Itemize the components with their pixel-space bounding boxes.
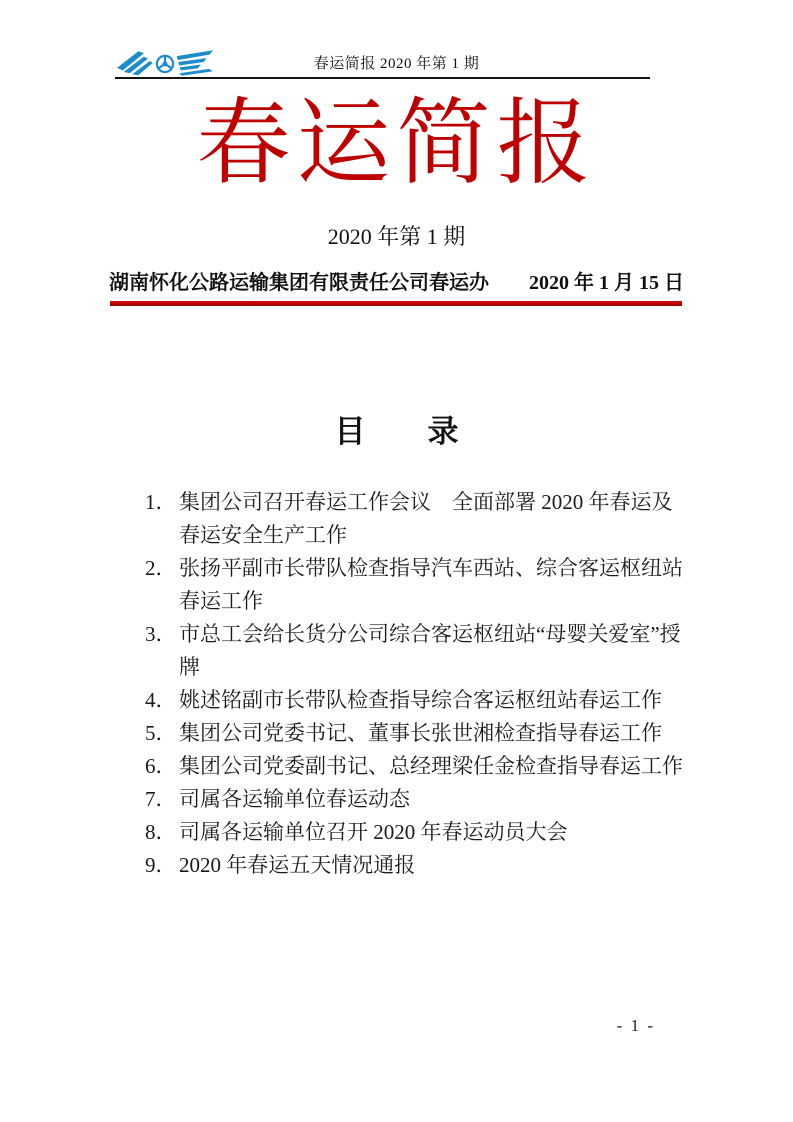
toc-item-text: 司属各运输单位春运动态 [179, 787, 410, 811]
toc-item-number: 5． [145, 721, 177, 745]
toc-item-number: 2． [145, 556, 177, 580]
toc-item [145, 486, 690, 552]
toc-item-text: 张扬平副市长带队检查指导汽车西站、综合客运枢纽站春运工作 [179, 556, 683, 613]
toc-item [145, 552, 690, 618]
toc-title: 目 录 [334, 414, 459, 449]
red-divider-rule [110, 301, 682, 306]
toc-item [145, 618, 690, 684]
toc-item-number: 7． [145, 787, 177, 811]
toc-item-number: 3． [145, 622, 177, 646]
toc-item [145, 849, 690, 882]
toc-item-text: 司属各运输单位召开 2020 年春运动员大会 [179, 820, 568, 844]
toc-item [145, 717, 690, 750]
toc-item-number: 9． [145, 853, 177, 877]
toc-item [145, 684, 690, 717]
header-doc-ref: 春运简报 2020 年第 1 期 [313, 56, 480, 72]
toc-item [145, 783, 690, 816]
toc-item-text: 集团公司召开春运工作会议 全面部署 2020 年春运及春运安全生产工作 [179, 490, 673, 547]
toc-item [145, 750, 690, 783]
toc-item-number: 6． [145, 754, 177, 778]
toc-item-text: 市总工会给长货分公司综合客运枢纽站“母婴关爱室”授牌 [179, 622, 681, 679]
issue-number: 2020 年第 1 期 [327, 224, 466, 249]
toc-item-text: 姚述铭副市长带队检查指导综合客运枢纽站春运工作 [179, 688, 662, 712]
toc-item-number: 1． [145, 490, 177, 514]
toc-item-text: 集团公司党委书记、董事长张世湘检查指导春运工作 [179, 721, 662, 745]
toc-item-number: 4． [145, 688, 177, 712]
page-number: - 1 - [616, 1016, 655, 1035]
bulletin-title: 春运简报 [196, 92, 597, 196]
toc-list [145, 486, 690, 882]
toc-item-number: 8． [145, 820, 177, 844]
toc-item [145, 816, 690, 849]
toc-item-text: 集团公司党委副书记、总经理梁任金检查指导春运工作 [179, 754, 683, 778]
publisher-date-line: 湖南怀化公路运输集团有限责任公司春运办 2020 年 1 月 15 日 [109, 272, 684, 294]
toc-item-text: 2020 年春运五天情况通报 [179, 853, 416, 877]
